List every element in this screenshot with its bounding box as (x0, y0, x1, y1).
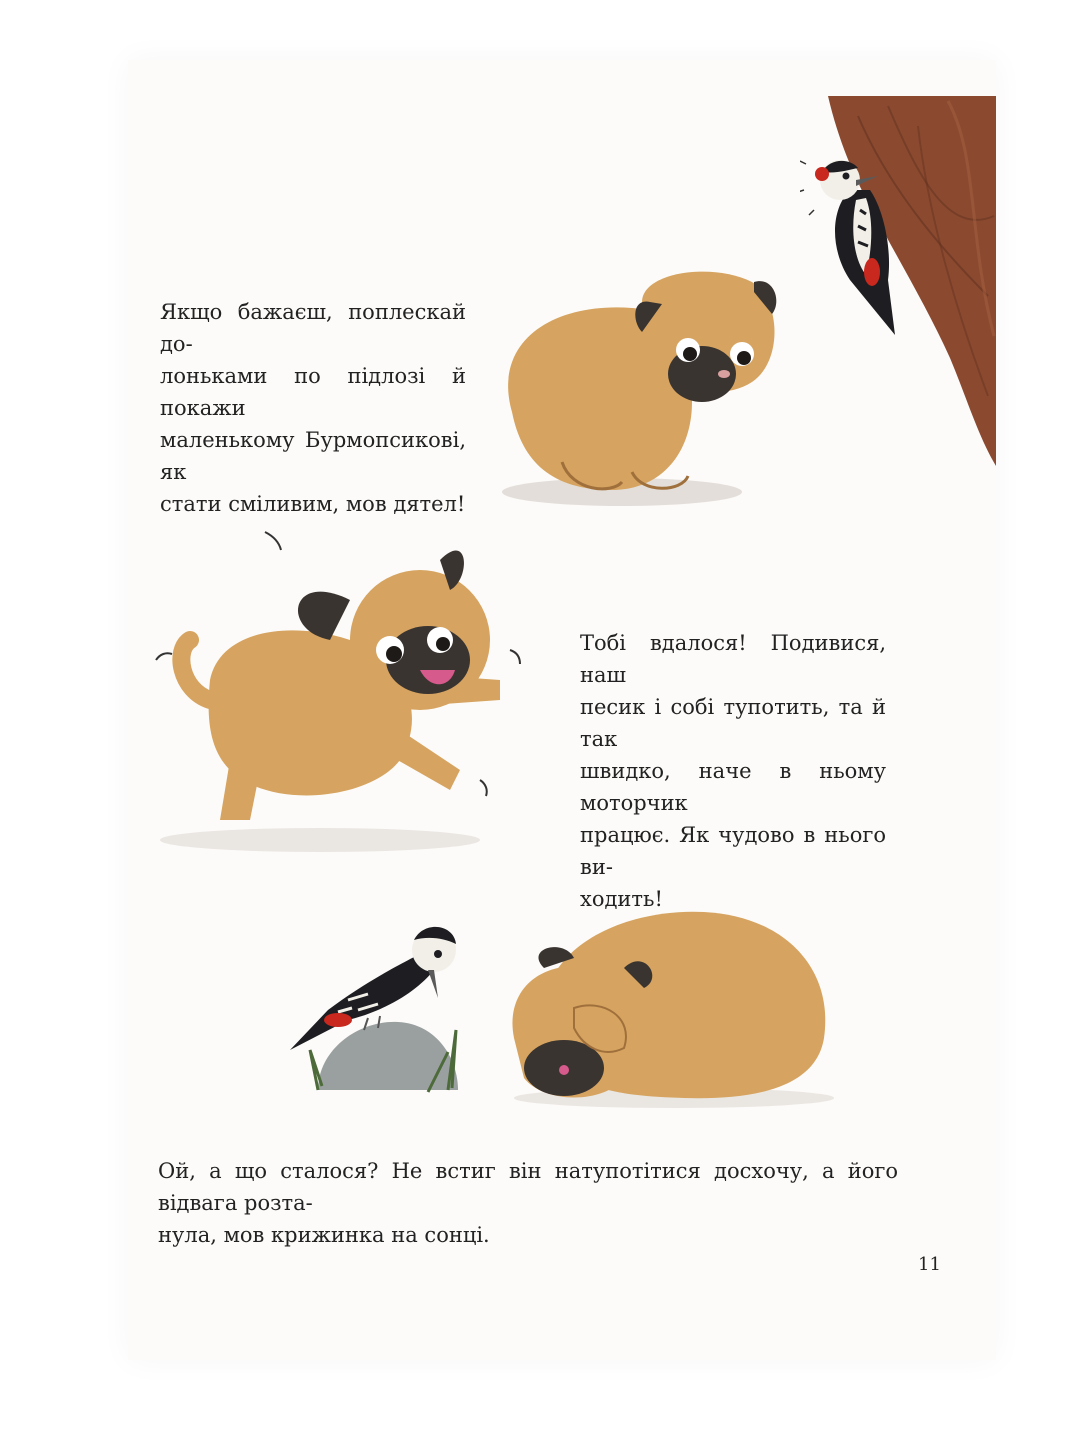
text-line: Якщо бажаєш, поплескай до- (160, 300, 466, 356)
paragraph-melted-courage (158, 1155, 898, 1251)
text-line: стати сміливим, мов дятел! (160, 492, 466, 516)
text-line: Тобі вдалося! Подивися, наш (580, 631, 886, 687)
paragraph-clap (160, 296, 466, 520)
text-line: маленькому Бурмопсикові, як (160, 428, 466, 484)
text-line: ходить! (580, 887, 663, 911)
woodpecker-on-tree-illustration (800, 150, 920, 340)
hiding-pug-illustration (504, 908, 834, 1108)
text-line: песик і собі тупотить, та й так (580, 695, 886, 751)
text-line: Ой, а що сталося? Не встиг він натупотітися досхочу, а його відвага розта- (158, 1159, 898, 1215)
page-number: 11 (918, 1254, 941, 1275)
text-line: працює. Як чудово в нього ви- (580, 823, 886, 879)
text-line: нула, мов крижинка на сонці. (158, 1223, 490, 1247)
paragraph-success (580, 627, 886, 915)
woodpecker-on-stone-illustration (288, 920, 478, 1100)
sitting-pug-illustration (492, 262, 792, 510)
text-line: швидко, наче в ньому моторчик (580, 759, 886, 815)
text-line: лоньками по підлозі й покажи (160, 364, 466, 420)
stomping-pug-illustration (150, 520, 550, 860)
